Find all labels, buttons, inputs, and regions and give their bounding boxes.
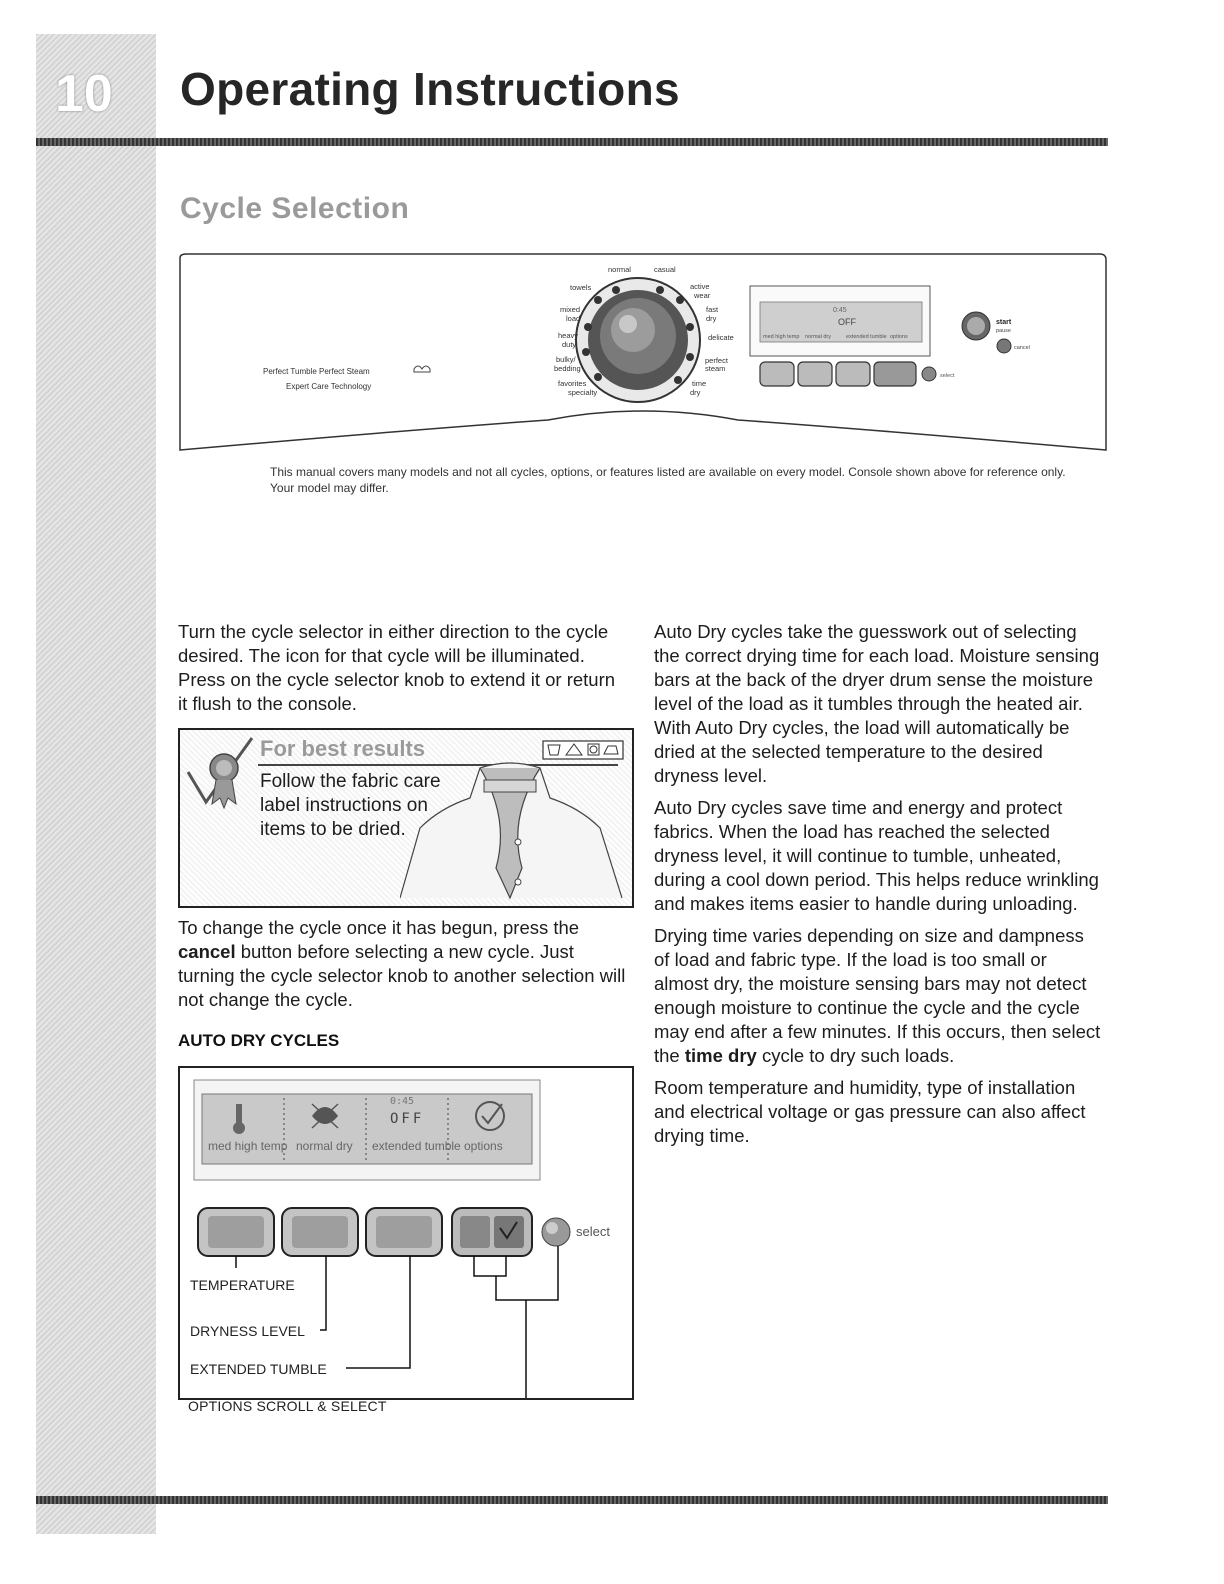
pause-label: pause bbox=[996, 328, 1011, 334]
auto-dry-heading: AUTO DRY CYCLES bbox=[178, 1031, 340, 1050]
auto-dry-paragraph-1: Auto Dry cycles take the guesswork out of selecting the correct drying time for each load. Moisture sensing bars at the back of the dryer drum sense the moisture level of the load as it tumbles through the heated air. With Auto Dry cycles, the load will automatically be dried at the selected temperature to the desired dryness level. bbox=[654, 621, 1100, 786]
auto-dry-paragraph-2: Auto Dry cycles save time and energy and protect fabrics. When the load has reached the selected dryness level, it will continue to tumble, unheated, during a cool down period. This helps reduce wrinkling and makes items easier to handle during unloading. bbox=[654, 797, 1099, 914]
extended-tumble-button[interactable] bbox=[366, 1208, 442, 1256]
select-button[interactable] bbox=[542, 1218, 570, 1246]
callout-temperature: TEMPERATURE bbox=[190, 1277, 295, 1293]
dial-label: bedding bbox=[554, 364, 581, 373]
bottom-rule bbox=[36, 1496, 1108, 1504]
panel-time: 0:45 bbox=[390, 1096, 415, 1107]
console-illustration bbox=[178, 252, 1108, 472]
dial-label: casual bbox=[654, 265, 676, 274]
right-column bbox=[654, 620, 1104, 1148]
temperature-button[interactable] bbox=[198, 1208, 274, 1256]
console-brand-line-2: Expert Care Technology bbox=[286, 382, 372, 391]
dial-label: specialty bbox=[568, 388, 598, 397]
best-results-text: Follow the fabric care label instructions on items to be dried. bbox=[260, 771, 441, 840]
dial-label: load bbox=[566, 314, 581, 323]
dial-label: bulky/ bbox=[556, 355, 576, 364]
shirt-illustration bbox=[400, 758, 630, 908]
page-title: Operating Instructions bbox=[180, 63, 680, 115]
dial-label: mixed bbox=[560, 305, 581, 314]
callout-dryness-level: DRYNESS LEVEL bbox=[190, 1323, 305, 1339]
callout-options-scroll: OPTIONS SCROLL & SELECT bbox=[188, 1398, 387, 1414]
dial-label: fast bbox=[706, 305, 719, 314]
console-option-buttons[interactable] bbox=[760, 362, 936, 386]
panel-status: OFF bbox=[390, 1111, 425, 1127]
console-caption: This manual covers many models and not all cycles, options, or features listed are available on every model. Console shown above for reference only. Your model may differ. bbox=[270, 465, 1066, 495]
cycle-selector-knob[interactable] bbox=[576, 278, 700, 402]
auto-dry-paragraph-4: Room temperature and humidity, type of installation and electrical voltage or gas pressure can also affect drying time. bbox=[654, 1077, 1086, 1146]
intro-paragraph: Turn the cycle selector in either direction to the cycle desired. The icon for that cycle will be illuminated. Press on the cycle selector knob to extend it or return it flush to the console. bbox=[178, 621, 616, 714]
dial-label: dry bbox=[690, 388, 701, 397]
console-display-label: normal dry bbox=[805, 334, 831, 340]
dial-label: normal bbox=[608, 265, 631, 274]
dryness-level-button[interactable] bbox=[282, 1208, 358, 1256]
left-margin-band bbox=[36, 34, 156, 1534]
console-display-label: options bbox=[890, 334, 908, 340]
change-cycle-paragraph: To change the cycle once it has begun, press the cancel button before selecting a new cycle. Just turning the cycle selector knob to another selection will not change the cycle. bbox=[178, 917, 626, 1010]
award-ribbon-icon bbox=[182, 732, 262, 822]
console-display bbox=[750, 286, 930, 356]
options-scroll-button[interactable] bbox=[452, 1208, 532, 1256]
care-symbols-icon bbox=[542, 740, 624, 760]
control-panel-detail bbox=[178, 1066, 634, 1414]
dial-label: steam bbox=[705, 364, 726, 373]
top-rule bbox=[36, 138, 1108, 146]
console-brand-line-1: Perfect Tumble Perfect Steam bbox=[263, 367, 370, 376]
intro-paragraph-block bbox=[178, 620, 628, 716]
start-label: start bbox=[996, 319, 1012, 326]
page-number: 10 bbox=[55, 65, 113, 123]
auto-dry-paragraph-3: Drying time varies depending on size and dampness of load and fabric type. If the load is too small or almost dry, the moisture sensing bars may not detect enough moisture to continue the cycle and the cycle may end after a few minutes. If this occurs, then select the time dry cycle to dry such loads. bbox=[654, 925, 1101, 1066]
panel-label-options: options bbox=[464, 1139, 503, 1153]
console-display-time: 0:45 bbox=[833, 307, 847, 314]
dial-label: dry bbox=[706, 314, 717, 323]
console-select-label: select bbox=[940, 373, 955, 379]
dial-label: heavy bbox=[558, 331, 579, 340]
panel-label-dry: normal dry bbox=[296, 1139, 353, 1153]
panel-label-tumble: extended tumble bbox=[372, 1139, 461, 1153]
best-results-box bbox=[178, 728, 634, 908]
console-display-label: extended tumble bbox=[846, 334, 887, 340]
console-display-status: OFF bbox=[838, 317, 856, 327]
dial-label: wear bbox=[694, 291, 711, 300]
dial-label: active bbox=[690, 282, 710, 291]
dial-label: time bbox=[692, 379, 707, 388]
cancel-label: cancel bbox=[1014, 345, 1030, 351]
section-title: Cycle Selection bbox=[180, 192, 410, 225]
dial-label: towels bbox=[570, 283, 592, 292]
callout-extended-tumble: EXTENDED TUMBLE bbox=[190, 1361, 327, 1377]
best-results-heading: For best results bbox=[260, 736, 426, 761]
panel-select-label: select bbox=[576, 1224, 610, 1239]
dial-label: perfect bbox=[705, 356, 728, 365]
dial-label: favorites bbox=[558, 379, 587, 388]
console-display-label: med high temp bbox=[763, 334, 800, 340]
dial-label: delicate bbox=[708, 333, 734, 342]
change-cycle-paragraph-block bbox=[178, 916, 628, 1012]
panel-label-temp: med high temp bbox=[208, 1139, 288, 1153]
dial-label: duty bbox=[562, 340, 577, 349]
control-panel-diagram bbox=[180, 1068, 632, 1398]
cancel-button[interactable] bbox=[997, 339, 1011, 353]
start-button[interactable] bbox=[962, 312, 990, 340]
